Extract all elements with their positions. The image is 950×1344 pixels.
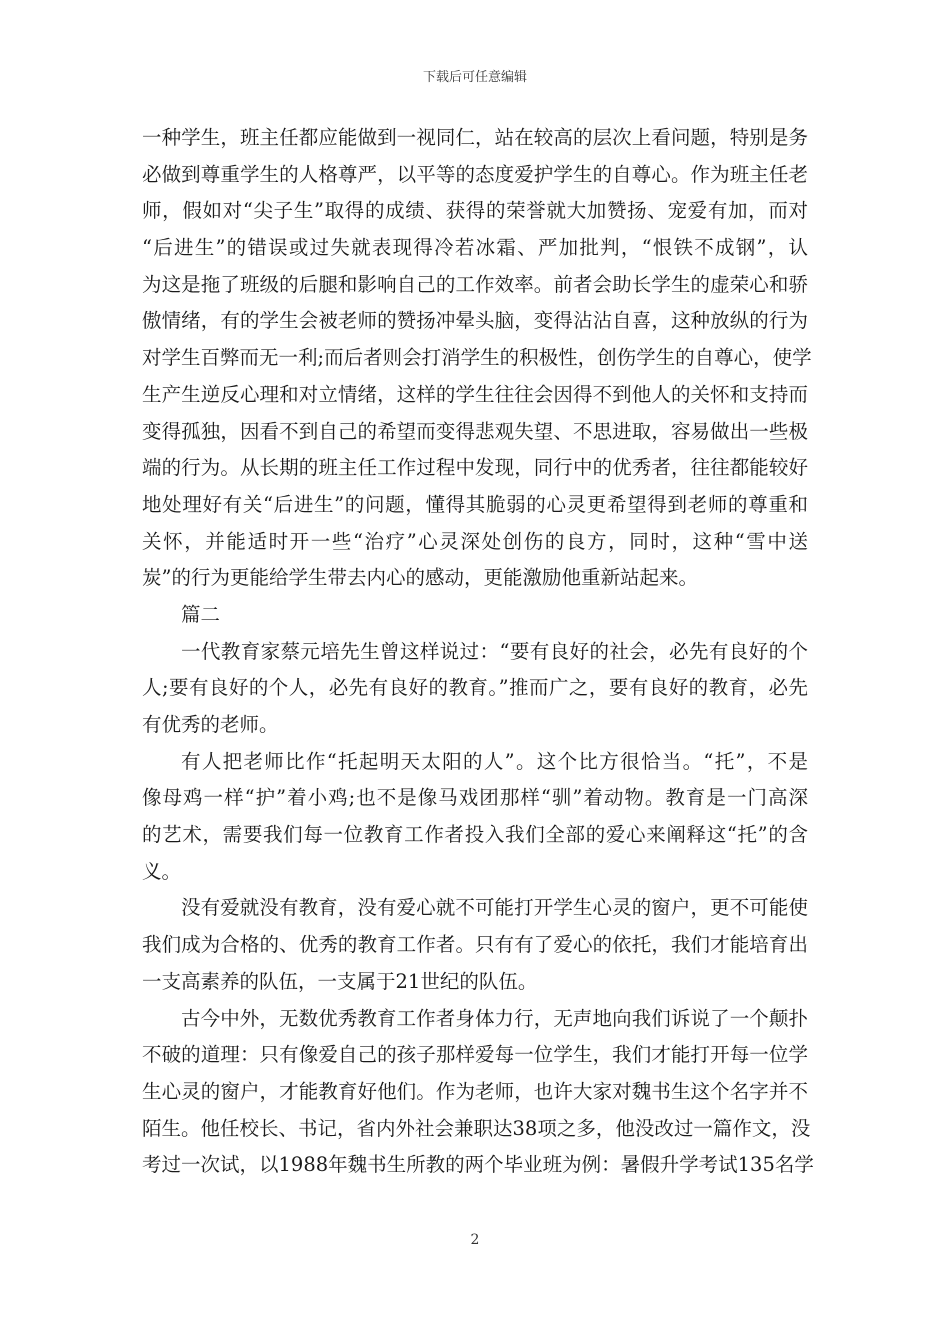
- text-line: 端的行为。从长期的班主任工作过程中发现，同行中的优秀者，往往都能较好: [142, 456, 808, 480]
- text-line: 生心灵的窗户，才能教育好他们。作为老师，也许大家对魏书生这个名字并不: [142, 1079, 808, 1103]
- text-line: 关怀，并能适时开一些“治疗”心灵深处创伤的良方，同时，这种“雪中送: [142, 529, 808, 553]
- text-line: 我们成为合格的、优秀的教育工作者。只有有了爱心的依托，我们才能培育出: [142, 933, 808, 957]
- text-line: 地处理好有关“后进生”的问题，懂得其脆弱的心灵更希望得到老师的尊重和: [142, 492, 808, 516]
- text-line: 一代教育家蔡元培先生曾这样说过：“要有良好的社会，必先有良好的个: [181, 639, 808, 663]
- text-line: 古今中外，无数优秀教育工作者身体力行，无声地向我们诉说了一个颠扑: [181, 1006, 808, 1030]
- text-line: 没有爱就没有教育，没有爱心就不可能打开学生心灵的窗户，更不可能使: [181, 896, 808, 920]
- text-line: 炭”的行为更能给学生带去内心的感动，更能激励他重新站起来。: [142, 566, 698, 590]
- text-line: 陌生。他任校长、书记，省内外社会兼职达38项之多，他没改过一篇作文，没: [142, 1116, 811, 1140]
- text-line: 的艺术，需要我们每一位教育工作者投入我们全部的爱心来阐释这“托”的含: [142, 823, 808, 847]
- text-line: 对学生百弊而无一利;而后者则会打消学生的积极性，创伤学生的自尊心，使学: [142, 346, 812, 370]
- text-line: 一支高素养的队伍，一支属于21世纪的队伍。: [142, 969, 538, 993]
- text-line: 不破的道理：只有像爱自己的孩子那样爱每一位学生，我们才能打开每一位学: [142, 1043, 808, 1067]
- section-heading: 篇二: [181, 602, 221, 626]
- text-line: 考过一次试，以1988年魏书生所教的两个毕业班为例：暑假升学考试135名学: [142, 1153, 814, 1177]
- page-header: 下载后可任意编辑: [422, 70, 527, 85]
- text-line: 人;要有良好的个人，必先有良好的教育。”推而广之，要有良好的教育，必先: [142, 676, 808, 700]
- text-line: 像母鸡一样“护”着小鸡;也不是像马戏团那样“驯”着动物。教育是一门高深: [142, 786, 808, 810]
- text-line: 生产生逆反心理和对立情绪，这样的学生往往会因得不到他人的关怀和支持而: [142, 382, 808, 406]
- text-line: 傲情绪，有的学生会被老师的赞扬冲晕头脑，变得沾沾自喜，这种放纵的行为: [142, 309, 808, 333]
- body-text: [142, 120, 814, 1184]
- text-line: 有优秀的老师。: [142, 713, 279, 736]
- text-line: 变得孤独，因看不到自己的希望而变得悲观失望、不思进取，容易做出一些极: [142, 419, 808, 443]
- text-line: 义。: [142, 859, 182, 883]
- text-line: 有人把老师比作“托起明天太阳的人”。这个比方很恰当。“托”，不是: [181, 749, 808, 773]
- text-line: “后进生”的错误或过失就表现得冷若冰霜、严加批判，“恨铁不成钢”，认: [142, 236, 808, 260]
- text-line: 师，假如对“尖子生”取得的成绩、获得的荣誉就大加赞扬、宠爱有加，而对: [142, 199, 808, 223]
- text-line: 必做到尊重学生的人格尊严，以平等的态度爱护学生的自尊心。作为班主任老: [142, 162, 808, 186]
- text-line: 一种学生，班主任都应能做到一视同仁，站在较高的层次上看问题，特别是务: [142, 126, 808, 149]
- text-line: 为这是拖了班级的后腿和影响自己的工作效率。前者会助长学生的虚荣心和骄: [142, 272, 808, 296]
- page-number: 2: [470, 1232, 480, 1248]
